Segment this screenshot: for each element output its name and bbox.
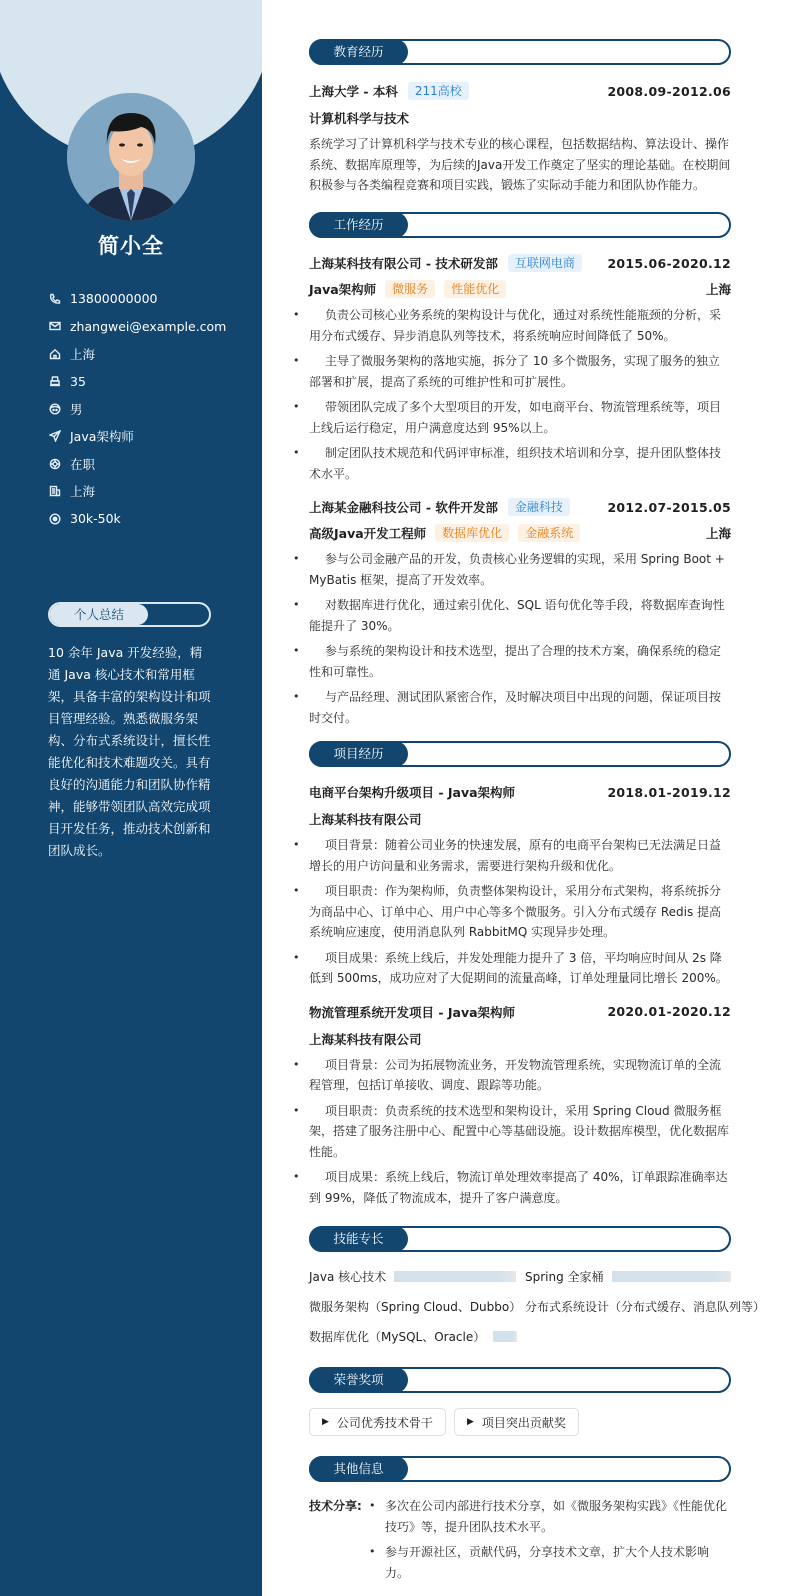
phone-value: 13800000000: [70, 291, 158, 307]
education-description: 系统学习了计算机科学与技术专业的核心课程，包括数据结构、算法设计、操作系统、数据库原理等，为后续的Java开发工作奠定了坚实的理论基础。在校期间积极参与各类编程竞赛和项目实践，锻炼了实际动手能力和团队协作能力。: [309, 137, 731, 192]
skills-section: [309, 1226, 766, 1344]
skill-level-bar: [493, 1331, 517, 1342]
award-item[interactable]: [309, 1408, 446, 1436]
job-skill-tag: 微服务: [385, 280, 435, 298]
skills-header: [309, 1226, 731, 1252]
gender-icon: [48, 402, 62, 416]
other-title: 其他信息: [309, 1456, 408, 1482]
education-date: 2008.09-2012.06: [607, 83, 731, 99]
job-skill-tag: 金融系统: [518, 524, 580, 542]
job-role: Java架构师: [309, 282, 377, 297]
job-industry-tag: 互联网电商: [508, 254, 582, 272]
projects-header: [309, 741, 731, 767]
project-bullet: • 项目背景：随着公司业务的快速发展，原有的电商平台架构已无法满足日益增长的用户访问量和业务需求，需要进行架构升级和优化。: [309, 835, 731, 876]
awards-section: [309, 1367, 731, 1436]
awards-list: [309, 1408, 731, 1436]
project-entry: [309, 782, 731, 989]
education-title: 教育经历: [309, 39, 408, 65]
job-entry: [309, 497, 731, 728]
sidebar: [0, 0, 262, 1596]
project-bullet: • 项目成果：系统上线后，物流订单处理效率提高了 40%，订单跟踪准确率达到 99%，降低了物流成本，提升了客户满意度。: [309, 1167, 731, 1208]
job-industry-tag: 金融科技: [508, 498, 570, 516]
education-section: [309, 39, 731, 196]
info-position: [48, 423, 248, 451]
age-icon: [48, 374, 62, 388]
skill-name: 微服务架构（Spring Cloud、Dubbo）: [309, 1299, 522, 1314]
job-skill-tag: 数据库优化: [435, 524, 509, 542]
project-company: 上海某科技有限公司: [309, 812, 422, 827]
other-header: [309, 1456, 731, 1482]
school-name: 上海大学 - 本科: [309, 84, 398, 99]
job-bullet: • 负责公司核心业务系统的架构设计与优化，通过对系统性能瓶颈的分析，采用分布式缓存、异步消息队列等技术，将系统响应时间降低了 50%。: [309, 305, 731, 346]
work-title: 工作经历: [309, 212, 408, 238]
info-age: [48, 368, 248, 396]
job-bullet: • 参与公司金融产品的开发，负责核心业务逻辑的实现，采用 Spring Boot + MyBatis 框架，提高了开发效率。: [309, 549, 731, 590]
project-bullet: • 项目成果：系统上线后，并发处理能力提升了 3 倍，平均响应时间从 2s 降低到 500ms，成功应对了大促期间的流量高峰，订单处理量同比增长 200%。: [309, 948, 731, 989]
tech-sharing-bullet: • 多次在公司内部进行技术分享，如《微服务架构实践》《性能优化技巧》等，提升团队技术水平。: [367, 1496, 731, 1537]
job-bullet: • 与产品经理、测试团队紧密合作，及时解决项目中出现的问题，保证项目按时交付。: [309, 687, 731, 728]
skill-name: Java 核心技术: [309, 1269, 387, 1284]
job-bullets: [309, 549, 731, 728]
project-bullets: [309, 835, 731, 989]
candidate-name: 简小全: [98, 234, 164, 258]
avatar-photo-icon: [67, 93, 195, 221]
skill-level-bar: [394, 1271, 516, 1282]
job-date: 2015.06-2020.12: [607, 255, 731, 271]
job-role-row: [309, 523, 731, 543]
skill-item: [525, 1268, 731, 1284]
summary-text: 10 余年 Java 开发经验，精通 Java 核心技术和常用框架，具备丰富的架构设计和项目管理经验。熟悉微服务架构、分布式系统设计，擅长性能优化和技术难题攻关。具有良好的沟通能力和团队协作精神，能够带领团队高效完成项目开发任务，推动技术创新和团队成长。: [48, 645, 211, 858]
position-value: Java架构师: [70, 429, 134, 445]
project-name: 电商平台架构升级项目 - Java架构师: [309, 785, 516, 800]
info-location: [48, 340, 248, 368]
info-gender: [48, 395, 248, 423]
other-section: [309, 1456, 731, 1588]
project-name-row: [309, 782, 731, 802]
project-bullets: [309, 1055, 731, 1209]
skill-level-bar: [612, 1271, 731, 1282]
job-bullet: • 制定团队技术规范和代码评审标准，组织技术培训和分享，提升团队整体技术水平。: [309, 443, 731, 484]
job-skill-tag: 性能优化: [444, 280, 506, 298]
job-entry: [309, 253, 731, 484]
job-location: 上海: [705, 282, 731, 297]
info-email: [48, 313, 248, 341]
skill-name: 分布式系统设计（分布式缓存、消息队列等）: [525, 1299, 766, 1314]
play-triangle-icon: ▶: [322, 1417, 329, 1427]
projects-section: [309, 741, 731, 1213]
major: 计算机科学与技术: [309, 111, 410, 126]
job-bullet: • 参与系统的架构设计和技术选型，提出了合理的技术方案，确保系统的稳定性和可靠性。: [309, 641, 731, 682]
school-tag: 211高校: [408, 82, 469, 100]
job-bullets: [309, 305, 731, 484]
age-value: 35: [70, 373, 86, 389]
project-company-row: [309, 1029, 731, 1049]
salary-value: 30k-50k: [70, 511, 121, 527]
info-phone: [48, 285, 248, 313]
job-company: 上海某科技有限公司 - 技术研发部: [309, 256, 498, 271]
contact-info-list: [48, 285, 248, 533]
award-label: 公司优秀技术骨干: [336, 1415, 433, 1430]
building-icon: [48, 484, 62, 498]
phone-icon: [48, 292, 62, 306]
skill-item: [309, 1328, 525, 1344]
skills-title: 技能专长: [309, 1226, 408, 1252]
tech-sharing-label: 技术分享:: [309, 1499, 362, 1513]
project-date: 2018.01-2019.12: [607, 784, 731, 800]
job-role-row: [309, 279, 731, 299]
job-company-row: [309, 497, 731, 517]
project-company-row: [309, 809, 731, 829]
tech-sharing-bullets: [367, 1496, 731, 1588]
skill-item: [309, 1268, 525, 1284]
paper-plane-icon: [48, 429, 62, 443]
salary-icon: [48, 512, 62, 526]
skill-name: 数据库优化（MySQL、Oracle）: [309, 1329, 486, 1344]
job-location: 上海: [705, 526, 731, 541]
city-value: 上海: [70, 484, 96, 500]
project-date: 2020.01-2020.12: [607, 1004, 731, 1019]
project-name-row: [309, 1002, 731, 1022]
award-label: 项目突出贡献奖: [481, 1415, 566, 1430]
job-company: 上海某金融科技公司 - 软件开发部: [309, 500, 498, 515]
summary-title: 个人总结: [50, 604, 148, 625]
info-city: [48, 478, 248, 506]
major-row: [309, 108, 731, 128]
email-value: zhangwei@example.com: [70, 318, 227, 334]
info-salary: [48, 505, 248, 533]
tech-sharing-bullet: • 参与开源社区，贡献代码，分享技术文章，扩大个人技术影响力。: [367, 1542, 731, 1583]
work-section: [309, 212, 731, 733]
project-company: 上海某科技有限公司: [309, 1031, 422, 1047]
job-company-row: [309, 253, 731, 273]
project-bullet: • 项目职责：作为架构师，负责整体架构设计，采用分布式架构，将系统拆分为商品中心、订单中心、用户中心等多个微服务。引入分布式缓存 Redis 提高系统响应速度，使用消息队列 RabbitMQ 实现异步处理。: [309, 881, 731, 943]
tech-sharing-row: [309, 1496, 731, 1588]
award-item[interactable]: [454, 1408, 579, 1436]
info-status: [48, 450, 248, 478]
skill-name: Spring 全家桶: [525, 1269, 604, 1284]
education-header: [309, 39, 731, 65]
project-name: 物流管理系统开发项目 - Java架构师: [309, 1004, 516, 1020]
job-role: 高级Java开发工程师: [309, 526, 427, 541]
awards-title: 荣誉奖项: [309, 1367, 408, 1393]
job-bullet: • 对数据库进行优化，通过索引优化、SQL 语句优化等手段，将数据库查询性能提升了 30%。: [309, 595, 731, 636]
location-value: 上海: [70, 346, 96, 362]
status-value: 在职: [70, 456, 96, 472]
job-bullet: • 带领团队完成了多个大型项目的开发，如电商平台、物流管理系统等，项目上线后运行稳定，用户满意度达到 95%以上。: [309, 397, 731, 438]
gender-value: 男: [70, 401, 83, 417]
project-bullet: • 项目职责：负责系统的技术选型和架构设计，采用 Spring Cloud 微服务框架，搭建了服务注册中心、配置中心等基础设施。设计数据库模型，优化数据库性能。: [309, 1101, 731, 1163]
project-bullet: • 项目背景：公司为拓展物流业务，开发物流管理系统，实现物流订单的全流程管理，包括订单接收、调度、跟踪等功能。: [309, 1055, 731, 1096]
awards-header: [309, 1367, 731, 1393]
skill-item: [309, 1298, 525, 1314]
work-header: [309, 212, 731, 238]
project-entry: [309, 1002, 731, 1209]
skill-item: [525, 1298, 766, 1314]
home-icon: [48, 347, 62, 361]
job-bullet: • 主导了微服务架构的落地实施，拆分了 10 多个微服务，实现了服务的独立部署和扩展，提高了系统的可维护性和可扩展性。: [309, 351, 731, 392]
avatar: [67, 93, 195, 221]
job-date: 2012.07-2015.05: [607, 499, 731, 515]
projects-title: 项目经历: [309, 741, 408, 767]
skills-grid: [309, 1268, 766, 1344]
summary-section-header: [48, 602, 211, 627]
mail-icon: [48, 319, 62, 333]
status-icon: [48, 457, 62, 471]
play-triangle-icon: ▶: [466, 1417, 474, 1427]
education-row: [309, 81, 731, 101]
